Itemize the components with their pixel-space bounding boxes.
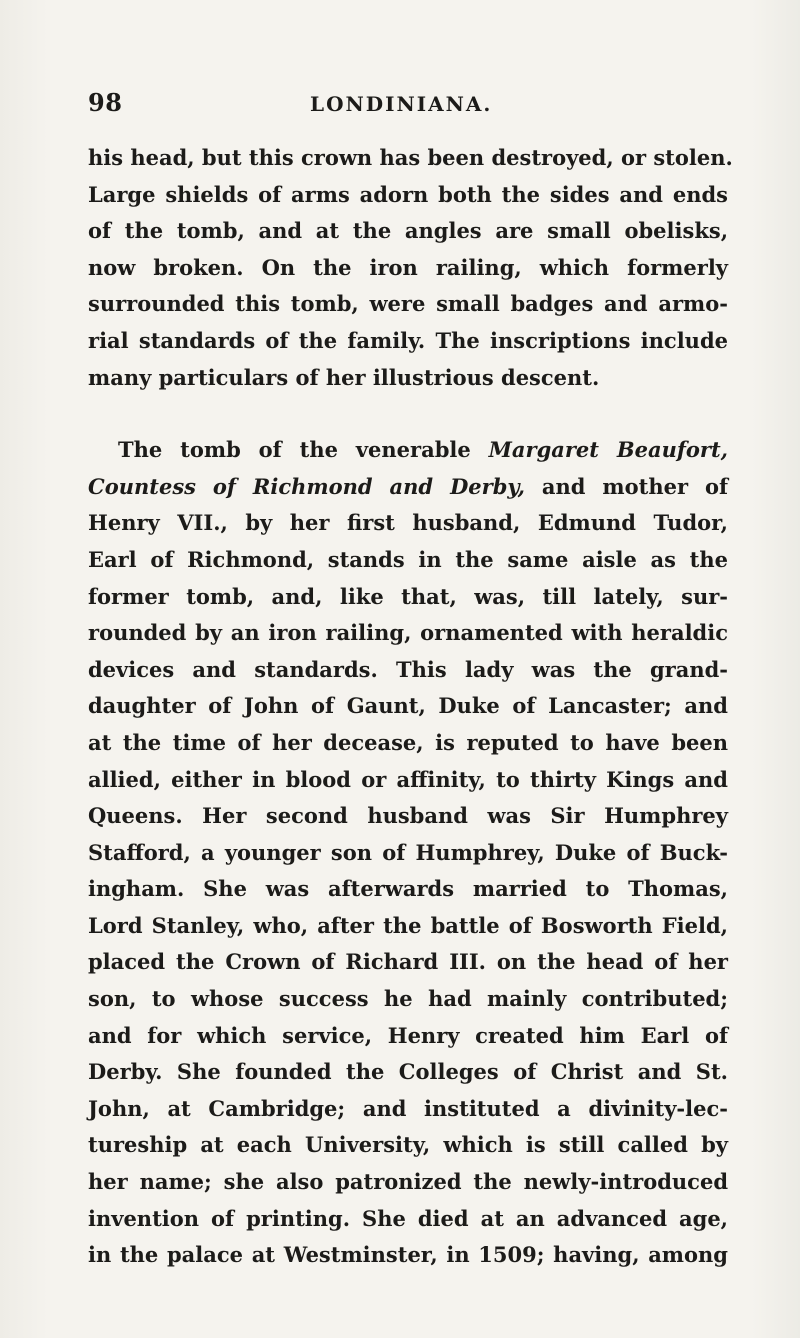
text-line: son, to whose success he had mainly contributed; (88, 986, 728, 1012)
text-line: many particulars of her illustrious descent. (88, 364, 600, 390)
text-line: ingham. She was afterwards married to Thomas, (88, 876, 728, 902)
text-line: Derby. She founded the Colleges of Christ and St. (88, 1059, 728, 1085)
text-line: Large shields of arms adorn both the sides and ends (88, 181, 728, 207)
paragraph-1 (88, 140, 733, 396)
text-line: her name; she also patronized the newly-introduced (88, 1169, 728, 1195)
text-line: Queens. Her second husband was Sir Humphrey (88, 803, 728, 829)
text-line (88, 432, 728, 469)
text-line: former tomb, and, like that, was, till lately, sur- (88, 583, 728, 609)
text-line: Stafford, a younger son of Humphrey, Duke of Buck- (88, 839, 728, 865)
text-line: Henry VII., by her first husband, Edmund Tudor, (88, 510, 728, 536)
text-line: devices and standards. This lady was the grand- (88, 656, 728, 682)
text-line: of the tomb, and at the angles are small obelisks, (88, 218, 728, 244)
text-span: The tomb of the venerable (118, 437, 489, 463)
page-header (88, 88, 728, 122)
text-line (88, 469, 728, 506)
body-text (88, 140, 733, 1274)
text-line: rial standards of the family. The inscriptions include (88, 327, 728, 353)
text-line: now broken. On the iron railing, which formerly (88, 254, 728, 280)
text-line: allied, either in blood or affinity, to thirty Kings and (88, 766, 728, 792)
text-line: in the palace at Westminster, in 1509; having, among (88, 1242, 728, 1268)
paragraph-gap (88, 396, 728, 432)
text-span: and mother of (524, 473, 729, 499)
text-line: Earl of Richmond, stands in the same aisle as the (88, 546, 728, 572)
italic-title: Countess of Richmond and Derby, (88, 473, 525, 499)
running-head: LONDINIANA. (310, 92, 493, 116)
text-line: placed the Crown of Richard III. on the head of her (88, 949, 728, 975)
text-line: invention of printing. She died at an advanced age, (88, 1205, 728, 1231)
text-line: rounded by an iron railing, ornamented with heraldic (88, 620, 728, 646)
text-line: Lord Stanley, who, after the battle of Bosworth Field, (88, 912, 728, 938)
text-line: John, at Cambridge; and instituted a divinity-lec- (88, 1095, 728, 1121)
text-line: and for which service, Henry created him Earl of (88, 1022, 728, 1048)
text-line: surrounded this tomb, were small badges and armo- (88, 291, 728, 317)
text-line: daughter of John of Gaunt, Duke of Lancaster; and (88, 693, 728, 719)
italic-name: Margaret Beaufort, (488, 437, 728, 463)
text-line: his head, but this crown has been destroyed, or stolen. (88, 145, 733, 170)
page-number: 98 (88, 88, 123, 117)
paragraph-2 (88, 432, 728, 1274)
text-line: at the time of her decease, is reputed to have been (88, 729, 728, 755)
text-line: tureship at each University, which is still called by (88, 1132, 728, 1158)
